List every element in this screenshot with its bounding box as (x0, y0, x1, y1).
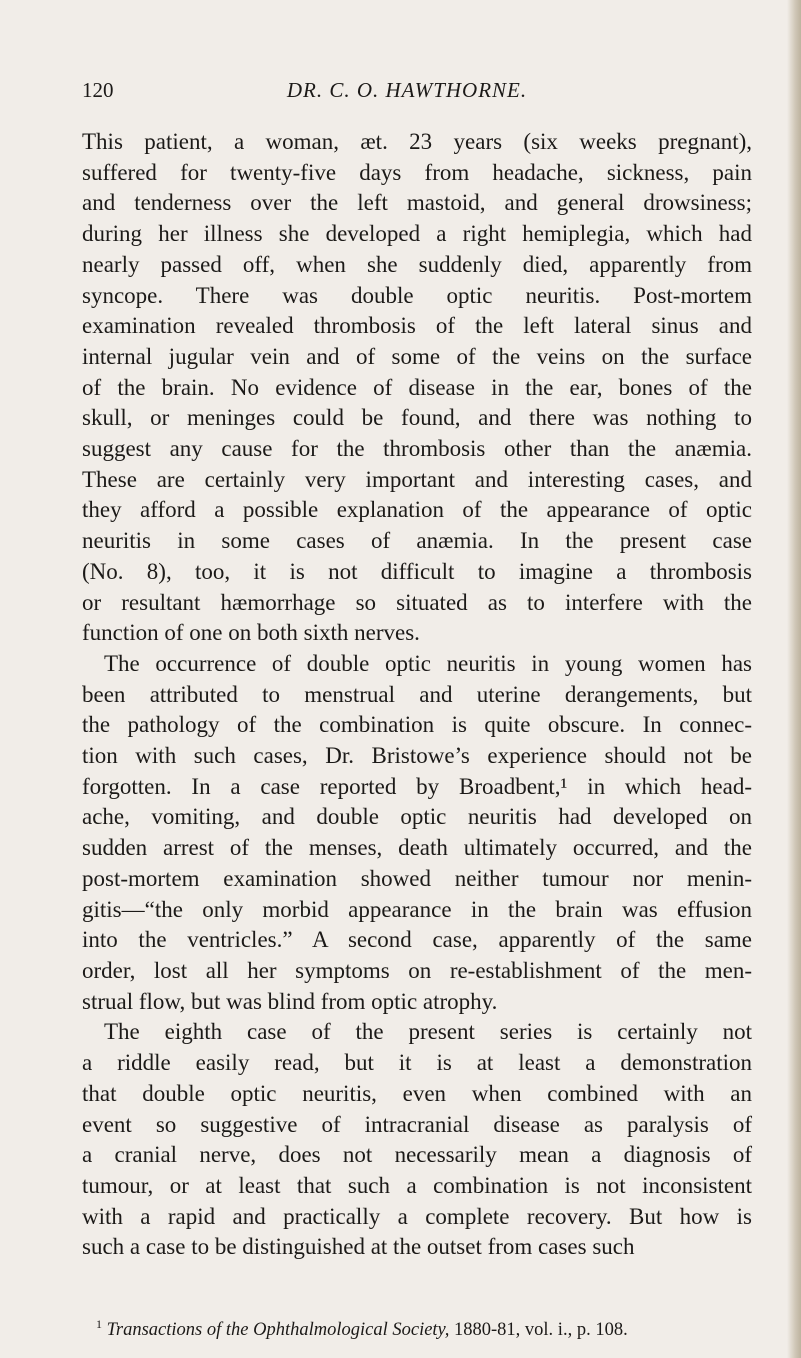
text-line: that double optic neuritis, even when combined with an (82, 1080, 752, 1106)
text-line: they afford a possible explanation of the appearance of optic (82, 497, 752, 523)
text-line: internal jugular vein and of some of the veins on the surface (82, 343, 752, 369)
footnote-marker: 1 (96, 1316, 102, 1331)
page-number: 120 (82, 78, 114, 102)
text-line: skull, or meninges could be found, and there was nothing to (82, 405, 752, 431)
text-line: forgotten. In a case reported by Broadbent,¹ in which head- (82, 773, 752, 799)
page-header (82, 78, 732, 108)
text-line: examination revealed thrombosis of the left lateral sinus and (82, 313, 752, 339)
text-line: function of one on both sixth nerves. (82, 620, 420, 646)
text-line: or resultant hæmorrhage so situated as to interfere with the (82, 589, 752, 615)
text-line: event so suggestive of intracranial disease as paralysis of (82, 1111, 752, 1137)
running-head: DR. C. O. HAWTHORNE. (286, 78, 528, 102)
body-text (82, 127, 752, 1263)
text-line: such a case to be distinguished at the outset from cases such (82, 1234, 635, 1260)
text-line: nearly passed off, when she suddenly died, apparently from (82, 251, 752, 277)
footnote (96, 1316, 756, 1341)
text-line: The occurrence of double optic neuritis in young women has (104, 650, 752, 676)
text-line: tumour, or at least that such a combination is not inconsistent (82, 1172, 752, 1198)
footnote-citation: 1880-81, vol. i., p. 108. (454, 1320, 628, 1340)
text-line: strual flow, but was blind from optic atrophy. (82, 988, 498, 1014)
text-line: gitis—“the only morbid appearance in the brain was effusion (82, 896, 752, 922)
text-line: These are certainly very important and interesting cases, and (82, 466, 752, 492)
text-line: a riddle easily read, but it is at least a demonstration (82, 1050, 752, 1076)
text-line: sudden arrest of the menses, death ultimately occurred, and the (82, 835, 752, 861)
text-line: The eighth case of the present series is certainly not (104, 1019, 752, 1045)
text-line: neuritis in some cases of anæmia. In the present case (82, 528, 752, 554)
text-line: the pathology of the combination is quite obscure. In connec- (82, 712, 752, 738)
page-edge (787, 0, 801, 1358)
text-line: with a rapid and practically a complete recovery. But how is (82, 1203, 752, 1229)
text-line: been attributed to menstrual and uterine derangements, but (82, 681, 752, 707)
text-line: This patient, a woman, æt. 23 years (six weeks pregnant), (82, 129, 752, 154)
text-line: during her illness she developed a right hemiplegia, which had (82, 221, 752, 247)
text-line: tion with such cases, Dr. Bristowe’s experience should not be (82, 743, 752, 769)
text-line: ache, vomiting, and double optic neuritis had developed on (82, 804, 752, 830)
footnote-title: Transactions of the Ophthalmological Society, (106, 1320, 450, 1340)
text-line: suffered for twenty-five days from headache, sickness, pain (82, 159, 752, 185)
text-line: of the brain. No evidence of disease in the ear, bones of the (82, 374, 752, 400)
text-line: a cranial nerve, does not necessarily mean a diagnosis of (82, 1142, 752, 1168)
text-line: and tenderness over the left mastoid, and general drowsiness; (82, 190, 752, 216)
text-line: suggest any cause for the thrombosis other than the anæmia. (82, 436, 752, 462)
text-line: post-mortem examination showed neither tumour nor menin- (82, 865, 752, 891)
text-line: order, lost all her symptoms on re-establishment of the men- (82, 957, 752, 983)
text-line: (No. 8), too, it is not difficult to imagine a thrombosis (82, 558, 752, 584)
text-line: syncope. There was double optic neuritis. Post-mortem (82, 282, 752, 308)
text-line: into the ventricles.” A second case, apparently of the same (82, 927, 752, 953)
